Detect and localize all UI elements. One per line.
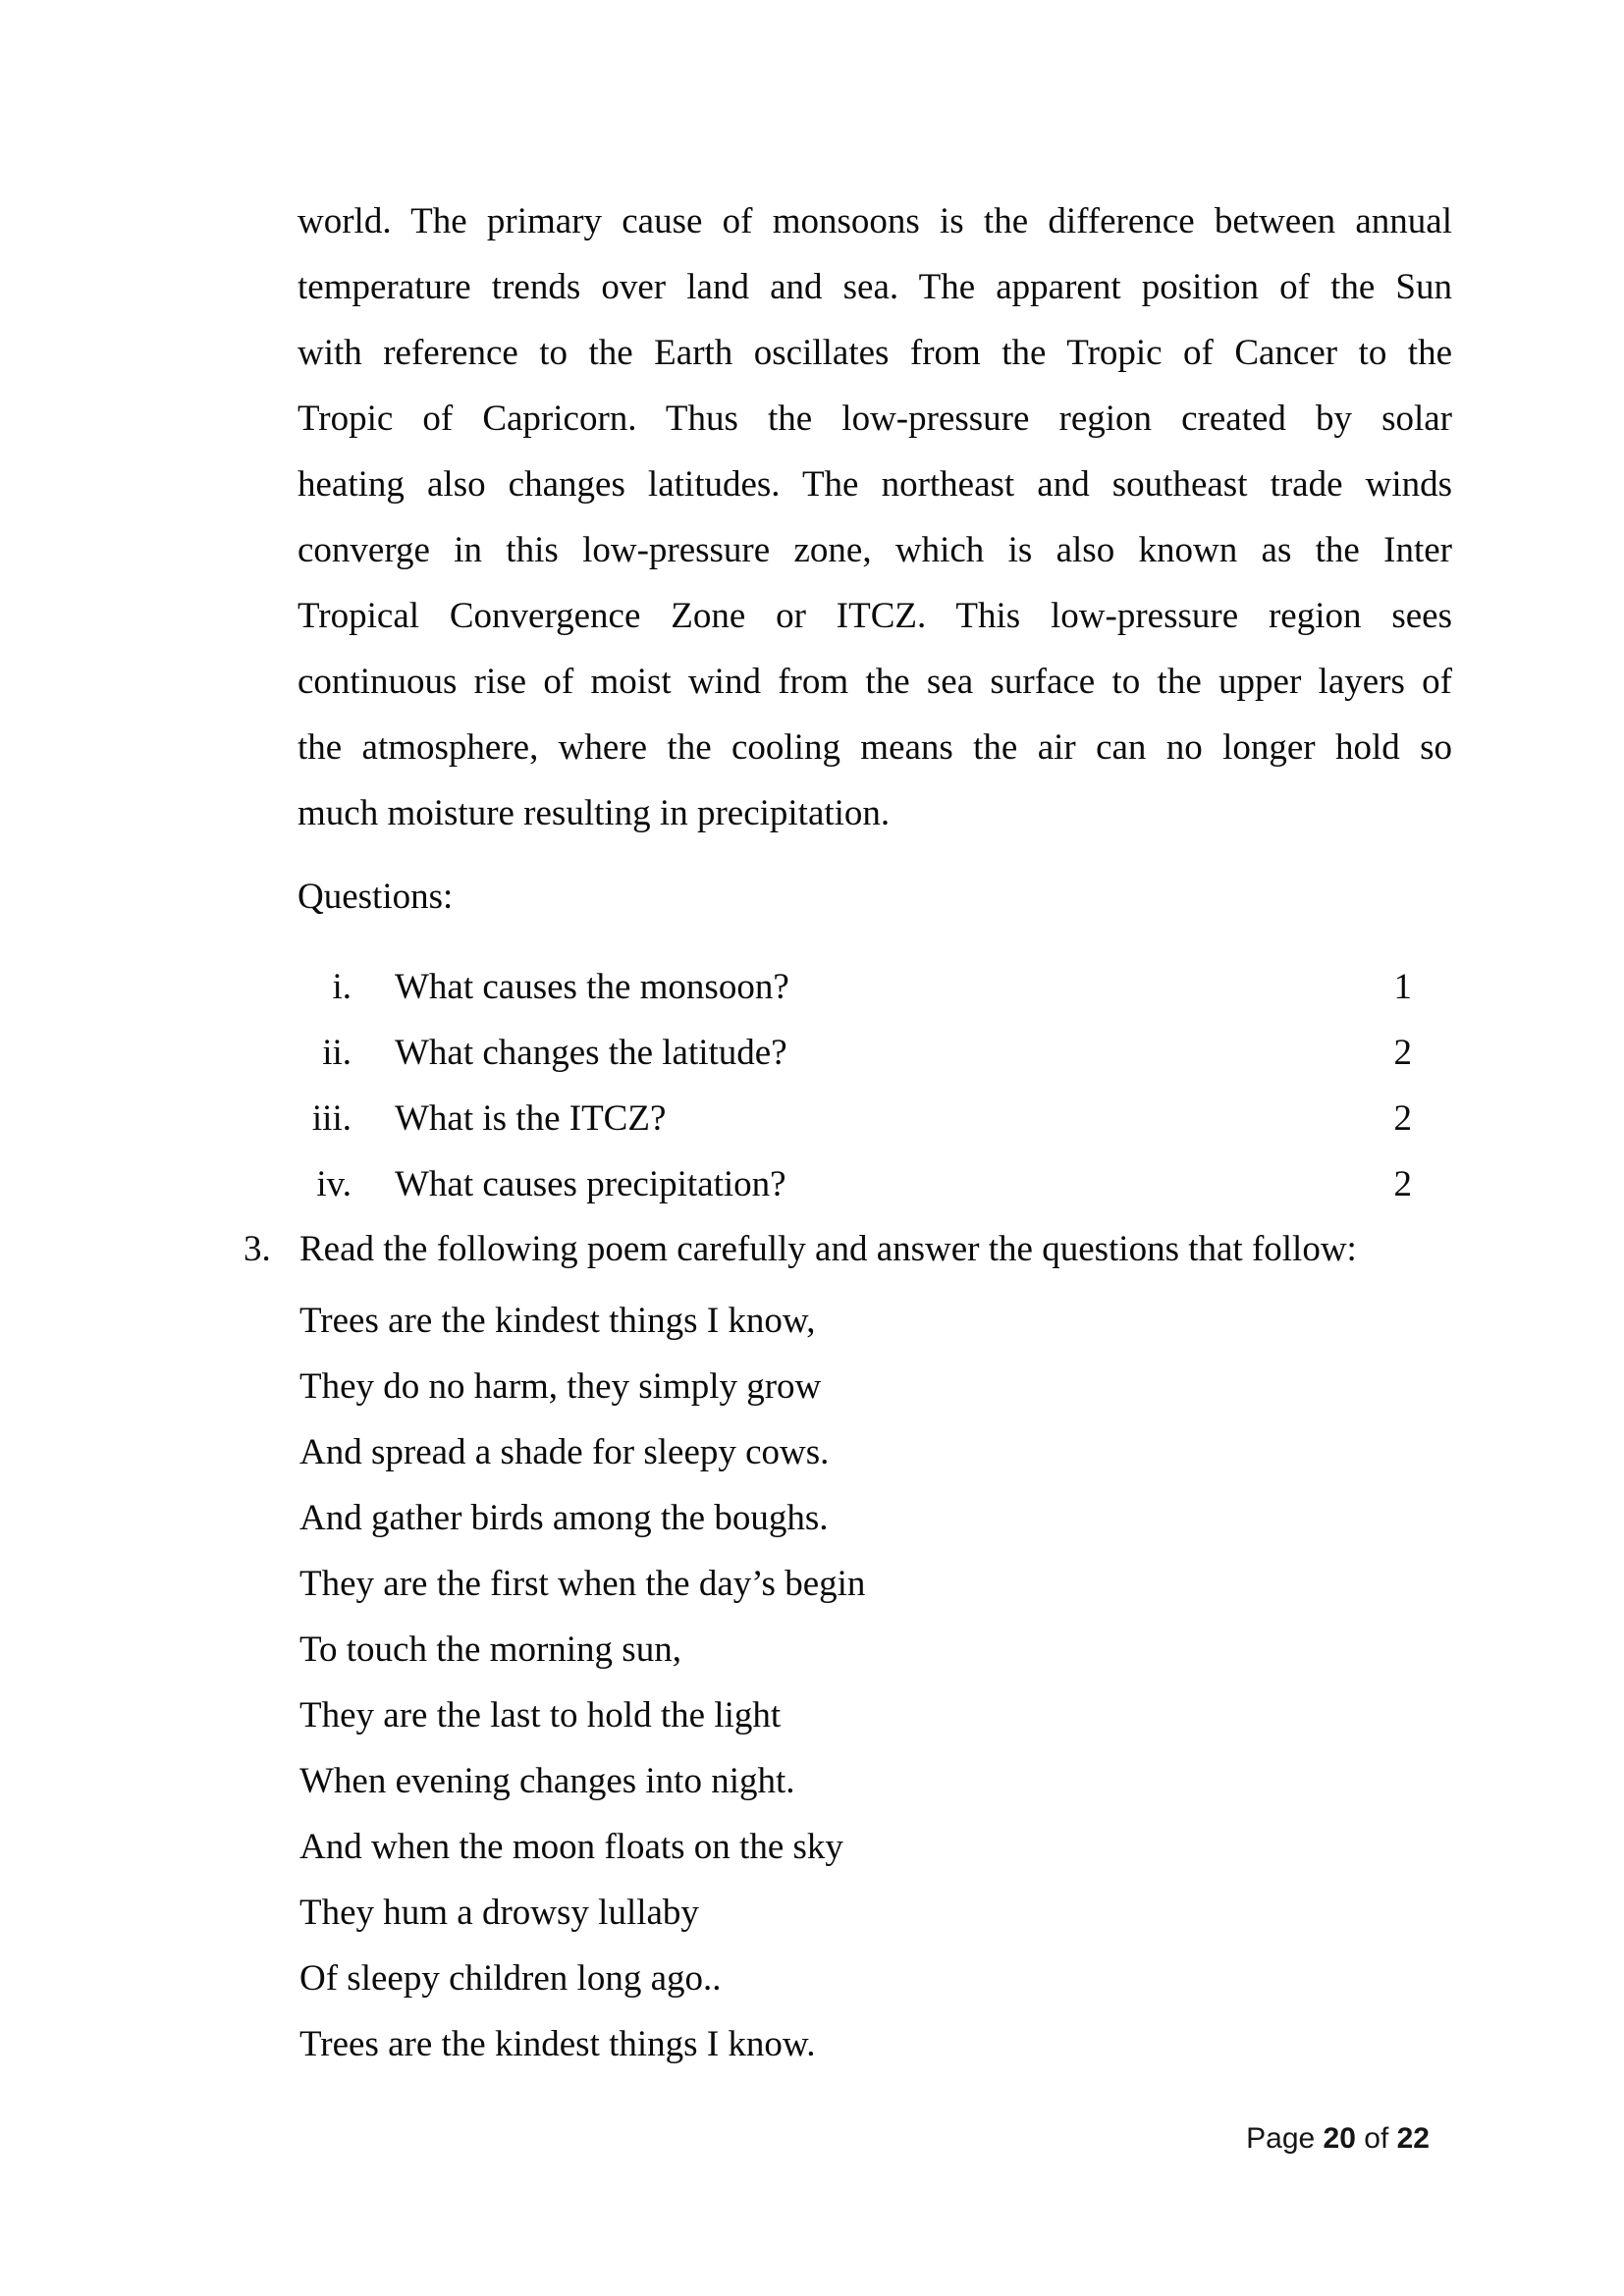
poem-line: Of sleepy children long ago.. (299, 1958, 722, 1999)
passage-line: much moisture resulting in precipitation. (298, 793, 891, 833)
passage-line: continuous rise of moist wind from the sea surface to the upper layers of (298, 662, 1452, 702)
poem-line: They are the last to hold the light (299, 1695, 782, 1735)
poem-line: They hum a drowsy lullaby (299, 1893, 699, 1933)
question-row (298, 1020, 1412, 1086)
question-numeral: i. (332, 967, 352, 1007)
poem-line: And spread a shade for sleepy cows. (299, 1432, 830, 1472)
section-3-instruction (244, 1216, 1357, 1282)
poem-line: And gather birds among the boughs. (299, 1498, 829, 1538)
question-row (298, 1086, 1412, 1151)
footer-page-number: 20 (1323, 2122, 1356, 2155)
passage-line: the atmosphere, where the cooling means the air can no longer hold so (298, 727, 1452, 768)
poem-block (299, 1288, 865, 2077)
section-3-text: Read the following poem carefully and answer the questions that follow: (299, 1229, 1357, 1269)
poem-line: To touch the morning sun, (299, 1629, 681, 1670)
question-numeral: iii. (311, 1098, 352, 1139)
question-text: What is the ITCZ? (395, 1098, 667, 1139)
question-marks: 2 (1393, 1033, 1412, 1073)
poem-line: Trees are the kindest things I know. (299, 2024, 816, 2064)
question-row (298, 1151, 1412, 1217)
passage-line: converge in this low-pressure zone, which is also known as the Inter (298, 530, 1452, 570)
questions-heading: Questions: (298, 877, 454, 917)
footer-page-label: Page (1246, 2122, 1324, 2155)
question-row (298, 954, 1412, 1020)
question-list (298, 954, 1412, 1217)
passage-line: heating also changes latitudes. The northeast and southeast trade winds (298, 464, 1452, 505)
question-numeral: ii. (322, 1033, 352, 1073)
question-numeral: iv. (316, 1164, 352, 1204)
question-text: What causes the monsoon? (395, 967, 789, 1007)
poem-line: When evening changes into night. (299, 1761, 795, 1801)
passage-line: temperature trends over land and sea. The apparent position of the Sun (298, 267, 1452, 307)
passage-line: world. The primary cause of monsoons is the difference between annual (298, 201, 1452, 241)
passage-line: with reference to the Earth oscillates from the Tropic of Cancer to the (298, 333, 1452, 373)
poem-line: They do no harm, they simply grow (299, 1366, 822, 1407)
question-text: What causes precipitation? (395, 1164, 786, 1204)
poem-line: Trees are the kindest things I know, (299, 1301, 816, 1341)
question-text: What changes the latitude? (395, 1033, 787, 1073)
question-marks: 2 (1393, 1164, 1412, 1204)
footer-of-label: of (1355, 2122, 1397, 2155)
question-marks: 1 (1393, 967, 1412, 1007)
passage-paragraph (298, 188, 1452, 846)
question-marks: 2 (1393, 1098, 1412, 1139)
page-footer (1246, 2118, 1430, 2160)
passage-line: Tropic of Capricorn. Thus the low-pressure region created by solar (298, 399, 1452, 439)
poem-line: They are the first when the day’s begin (299, 1564, 866, 1604)
poem-line: And when the moon floats on the sky (299, 1827, 843, 1867)
passage-line: Tropical Convergence Zone or ITCZ. This low-pressure region sees (298, 596, 1452, 636)
footer-total-pages: 22 (1396, 2122, 1430, 2155)
section-3-number: 3. (244, 1229, 271, 1269)
